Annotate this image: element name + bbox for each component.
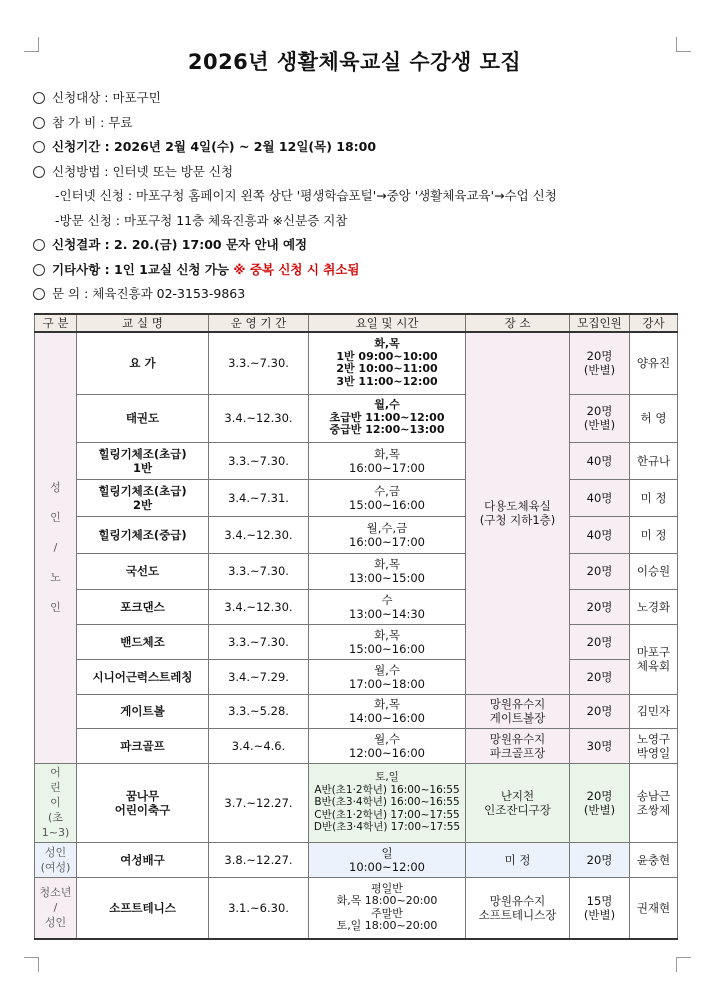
class-table [34, 313, 678, 940]
header-instructor: 강사 [630, 314, 678, 332]
table-row: 힐링기체조(중급) 3.4.~12.30. 월,수,금 16:00~17:00 40명 미 정 [35, 516, 678, 553]
table-row: 파크골프 3.4.~4.6. 월,수 12:00~16:00 망원유수지 파크골프장 30명 노영구 박영일 [35, 728, 678, 763]
header-capacity: 모집인원 [570, 314, 630, 332]
table-row: 태권도 3.4.~12.30. 월,수 초급반 11:00~12:00 중급반 12:00~13:00 20명 (반별) 허 영 [35, 394, 678, 442]
table-row: 성인 (여성) 여성배구 3.8.~12.27. 일 10:00~12:00 미 정 20명 윤충현 [35, 842, 678, 877]
category-adult: 성 인 / 노 인 [35, 332, 77, 763]
info-online: -인터넷 신청 : 마포구청 홈페이지 왼쪽 상단 '평생학습포털'→중앙 '생활체육교육'→수업 신청 [55, 188, 557, 203]
info-result: 신청결과 : 2. 20.(금) 17:00 문자 안내 예정 [33, 233, 683, 258]
header-time: 요일 및 시간 [309, 314, 466, 332]
venue-main: 다용도체육실 (구청 지하1층) [466, 332, 570, 694]
circle-bullet-icon [33, 288, 45, 300]
circle-bullet-icon [33, 166, 45, 178]
table-row: 포크댄스 3.4.~12.30. 수 13:00~14:30 20명 노경화 [35, 589, 678, 624]
category-youth: 청소년 / 성인 [35, 877, 77, 939]
circle-bullet-icon [33, 239, 45, 251]
info-etc: 기타사항 : 1인 1교실 신청 가능 ※ 중복 신청 시 취소됨 [33, 258, 683, 283]
page-title: 2026년 생활체육교실 수강생 모집 [187, 50, 522, 74]
table-row: 힐링기체조(초급) 2반 3.4.~7.31. 수,금 15:00~16:00 40명 미 정 [35, 479, 678, 516]
circle-bullet-icon [33, 141, 45, 153]
header-period: 운 영 기 간 [209, 314, 309, 332]
header-class: 교 실 명 [77, 314, 209, 332]
info-visit: -방문 신청 : 마포구청 11층 체육진흥과 ※신분증 지참 [55, 212, 348, 228]
circle-bullet-icon [33, 117, 45, 129]
info-section [33, 86, 683, 307]
warning-note: ※ 중복 신청 시 취소됨 [233, 261, 360, 277]
info-period: 신청기간 : 2026년 2월 4일(수) ~ 2월 12일(목) 18:00 [33, 135, 683, 160]
info-contact: 문 의 : 체육진흥과 02-3153-9863 [33, 282, 683, 307]
category-child: 어 린 이 (초1~3) [35, 763, 77, 842]
table-row: 힐링기체조(초급) 1반 3.3.~7.30. 화,목 16:00~17:00 40명 한규나 [35, 442, 678, 479]
table-row: 청소년 / 성인 소프트테니스 3.1.~6.30. 평일반 화,목 18:00~20:00 주말반 토,일 18:00~20:00 망원유수지 소프트테니스장 15명 (반별) 권재현 [35, 877, 678, 939]
table-row: 성 인 / 노 인 요 가 3.3.~7.30. 화,목 1반 09:00~10:00 2반 10:00~11:00 3반 11:00~12:00 다용도체육실 (구청 지하1층) 20명 (반별) 양유진 [35, 332, 678, 394]
info-method: 신청방법 : 인터넷 또는 방문 신청 [33, 160, 683, 185]
table-row: 밴드체조 3.3.~7.30. 화,목 15:00~16:00 20명 마포구 체육회 [35, 624, 678, 659]
header-venue: 장 소 [466, 314, 570, 332]
table-row: 시니어근력스트레칭 3.4.~7.29. 월,수 17:00~18:00 20명 [35, 659, 678, 694]
table-row: 게이트볼 3.3.~5.28. 화,목 14:00~16:00 망원유수지 게이트볼장 20명 김민자 [35, 694, 678, 728]
header-category: 구 분 [35, 314, 77, 332]
circle-bullet-icon [33, 264, 45, 276]
info-fee: 참 가 비 : 무료 [33, 111, 683, 136]
circle-bullet-icon [33, 92, 45, 104]
category-women: 성인 (여성) [35, 842, 77, 877]
table-header-row [35, 314, 678, 332]
table-row: 어 린 이 (초1~3) 꿈나무 어린이축구 3.7.~12.27. 토,일 A반(초1·2학년) 16:00~16:55 B반(초3·4학년) 16:00~16:55 C반(초1·2학년) 17:00~17:55 D반(초3·4학년) 17:00~17:55 난지천 인조잔디구장 20명 (반별) 송남근 조쌍제 [35, 763, 678, 842]
info-target: 신청대상 : 마포구민 [33, 86, 683, 111]
table-row: 국선도 3.3.~7.30. 화,목 13:00~15:00 20명 이승원 [35, 553, 678, 589]
instructor-mapo: 마포구 체육회 [630, 624, 678, 694]
